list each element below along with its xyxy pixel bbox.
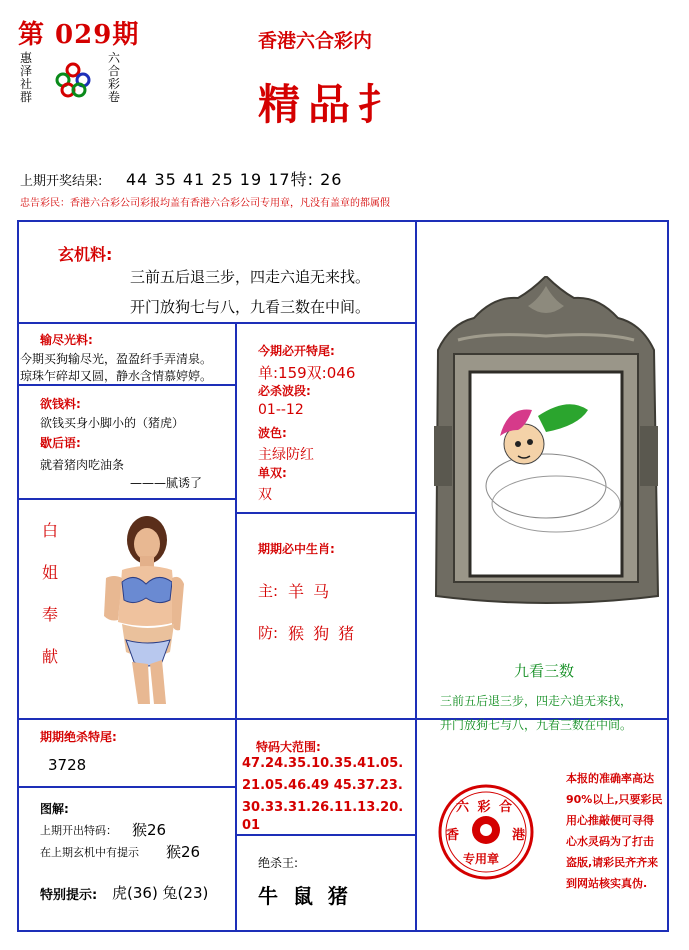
special-hint-value: 虎(36) 兔(23) [112,884,209,902]
warning-line: 忠告彩民：香港六合彩公司彩报均盖有香港六合彩公司专用章，凡没有盖章的都属假 [20,198,390,209]
right-vertical-text: 六合彩卷 [108,51,121,104]
xiehou-title: 歇后语: [40,436,81,450]
stamp-left: 香 [446,828,460,843]
tujie-row1-value: 猴26 [132,821,167,839]
lottery-logo [55,62,91,98]
oddeven-value: 双 [258,487,272,503]
tujie-row1-label: 上期开出特码： [40,824,117,837]
beauty-char-4: 献 [42,647,59,666]
kill-tail-value: 3728 [48,756,87,774]
tujie-row2-value: 猴26 [166,843,201,861]
kill-tail-title: 期期绝杀特尾: [40,730,117,744]
results-numbers: 44 35 41 25 19 17特: 26 [126,170,343,189]
xuanji-line2: 开门放狗七与八，九看三数在中间。 [130,298,371,316]
zodiac-guard-label: 防: [258,624,279,642]
wave-value: 01--12 [258,402,304,418]
right-caption: 九看三数 [514,662,575,680]
tema-line1: 单:159双:046 [258,364,356,382]
xuanji-title: 玄机料: [58,245,113,264]
big-range-title: 特码大范围: [256,740,321,754]
right-line1: 三前五后退三步，四走六追无来找， [440,694,633,708]
zodiac-main-label: 主: [258,582,279,600]
big-range-line1: 47.24.35.10.35.41.05. [242,756,404,771]
big-range-line4: 01 [242,818,261,833]
shujin-title: 输尽光料: [40,333,93,347]
riddle-text: 欲钱买身小脚小的（猪虎） [40,416,185,430]
big-range-line3: 30.33.31.26.11.13.20. [242,800,404,815]
ornate-frame-picture [428,276,664,610]
big-range-line2: 21.05.46.49 45.37.23. [242,778,403,793]
shujin-line2: 琼珠乍碎却又圆，静水含情慕婷婷。 [20,369,213,383]
oddeven-title: 单双: [258,466,287,480]
xiehou-text: 就着猪肉吃油条 [40,458,125,472]
stamp-top: 六 彩 合 [456,800,515,815]
left-vertical-text: 惠泽社群 [20,51,33,104]
issue-label: 第 029期 [18,20,140,50]
tema-title: 今期必开特尾: [258,344,335,358]
xuanji-line1: 三前五后退三步，四走六追无来找。 [130,268,371,286]
kill-king-value: 牛 鼠 猪 [258,884,352,908]
stamp-bottom: 专用章 [463,852,500,866]
notice-text: 本报的准确率高达 90%以上,只要彩民用心推敲便可寻得心水灵码为了打击盗版,请彩民齐齐来到网站核实真伪. [566,772,663,890]
shujin-line1: 今期买狗输尽光，盈盈纤手弄清泉。 [20,352,213,366]
riddle-title: 欲钱料: [40,397,81,411]
model-photo [92,512,192,704]
results-label: 上期开奖结果: [20,174,103,189]
special-hint-label: 特别提示: [40,888,98,903]
right-line2: 开门放狗七与八，九看三数在中间。 [440,718,633,732]
big-title: 精品扌 [258,80,409,129]
color-title: 波色: [258,426,287,440]
color-value: 主绿防红 [258,447,314,463]
beauty-char-3: 奉 [42,605,59,624]
zodiac-guard-value: 猴 狗 猪 [288,624,357,643]
top-title: 香港六合彩内 [258,30,373,52]
tujie-title: 图解: [40,802,69,816]
tujie-row2-label: 在上期玄机中有提示 [40,846,139,859]
wave-title: 必杀波段: [258,384,311,398]
beauty-char-2: 姐 [42,563,59,582]
kill-king-title: 绝杀王: [258,856,299,870]
zodiac-main-value: 羊 马 [288,582,332,601]
zodiac-title: 期期必中生肖: [258,542,335,556]
stamp-right: 港 [512,828,526,843]
riddle-signature: ———腻诱了 [130,476,203,490]
beauty-char-1: 白 [42,521,59,540]
